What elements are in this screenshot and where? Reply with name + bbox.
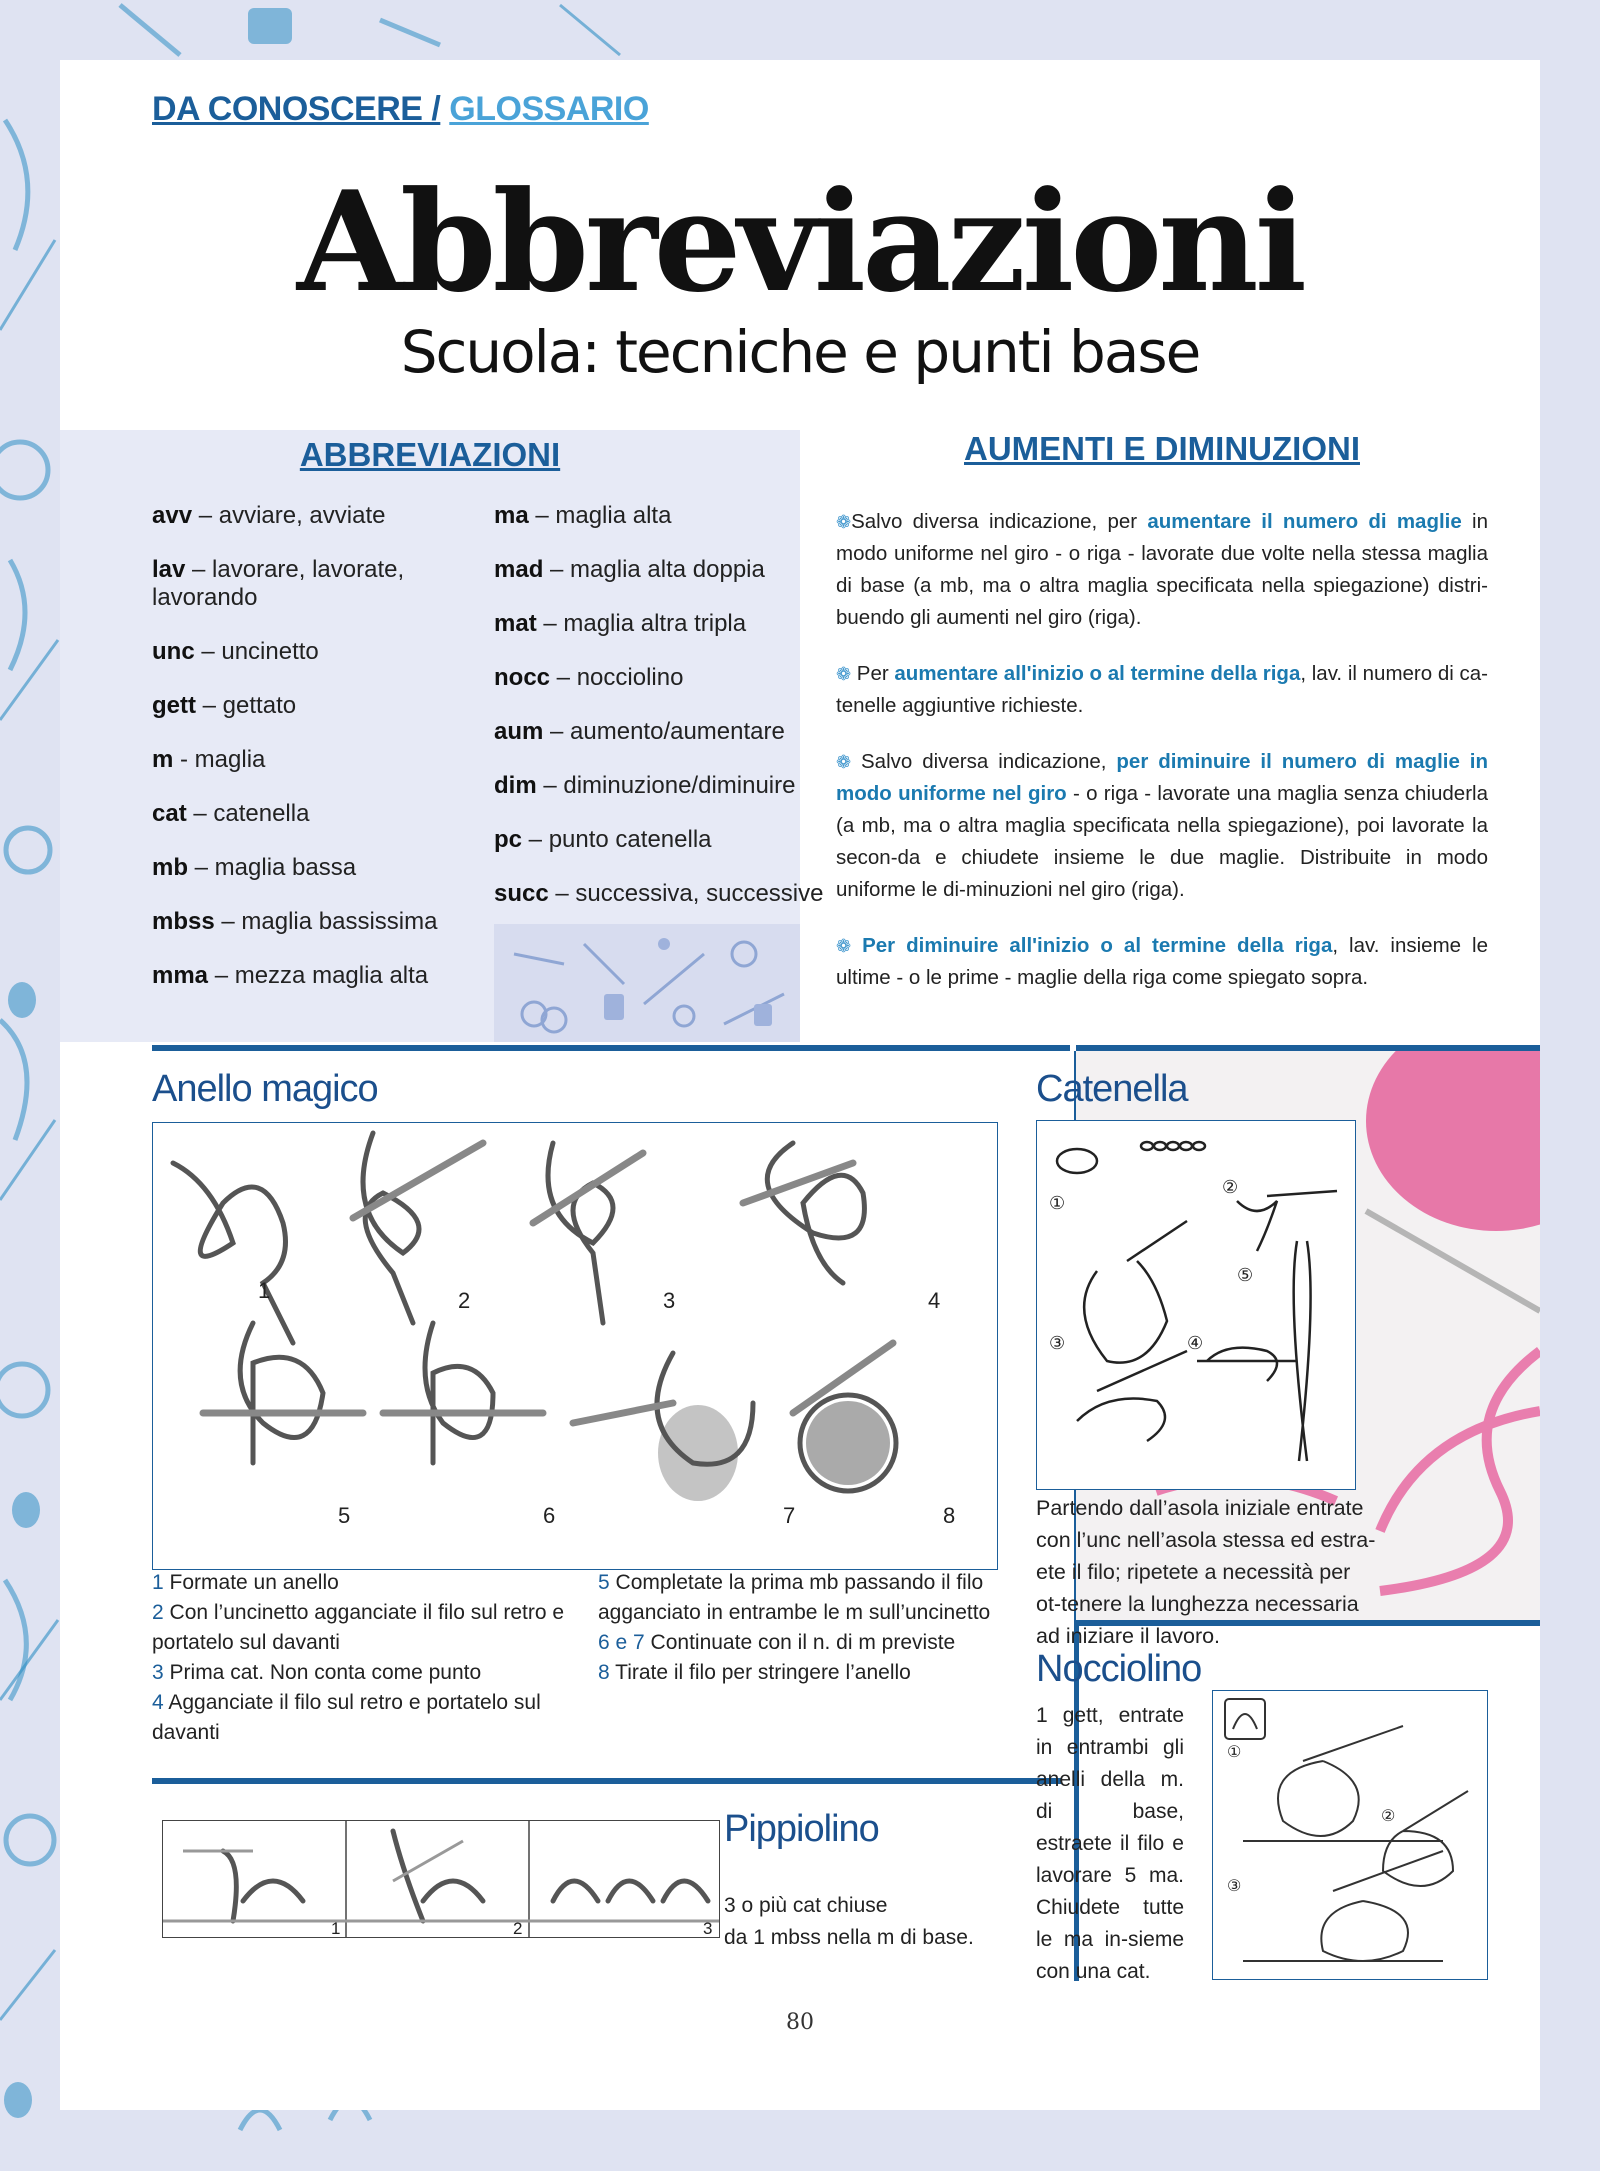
- magic-ring-step-number: 8: [943, 1503, 956, 1528]
- increases-text: [836, 506, 1488, 1018]
- increases-heading: AUMENTI E DIMINUZIONI: [964, 430, 1360, 467]
- abbr-ma: ma – maglia alta: [494, 502, 672, 529]
- divider-picot: [152, 1778, 1062, 1784]
- chain-step-2: ②: [1222, 1177, 1239, 1197]
- magic-ring-step-number: 5: [338, 1503, 351, 1528]
- magic-ring-step-number: 4: [928, 1288, 941, 1313]
- bobble-description: 1 gett, entrate in entrambi gli anelli della m. di base, estraete il filo e lavorare 5 ma. Chiudete tutte le ma in-sieme con una cat.: [1036, 1704, 1184, 1983]
- abbr-aum: aum – aumento/aumentare: [494, 718, 785, 745]
- chain-illustration: [1036, 1120, 1356, 1490]
- abbr-m: m - maglia: [152, 746, 266, 773]
- picot-description: [724, 1890, 1044, 1954]
- magic-ring-diagram: [153, 1123, 996, 1568]
- bobble-step-3: ③: [1227, 1878, 1242, 1895]
- breadcrumb-subsection[interactable]: GLOSSARIO: [449, 90, 649, 128]
- flower-bullet-icon: ❁: [836, 664, 852, 684]
- abbr-mb: mb – maglia bassa: [152, 854, 357, 881]
- abbr-nocc: nocc – nocciolino: [494, 664, 684, 691]
- chain-description: Partendo dall’asola iniziale entrate con l’unc nell’asola stessa ed estra-ete il filo; ripetete a necessità per ot-tenere la lunghezza necessaria ad iniziare il lavoro.: [1036, 1496, 1376, 1648]
- picot-panel-number: 3: [703, 1919, 713, 1937]
- abbreviations-box: [60, 430, 824, 1042]
- bobble-step-2: ②: [1381, 1808, 1396, 1825]
- page-number: 80: [786, 2010, 814, 2035]
- step-4: 4 Agganciate il filo sul retro e portatelo sul davanti: [152, 1691, 541, 1744]
- magic-ring-steps-right: [598, 1568, 1018, 1688]
- abbr-mat: mat – maglia altra tripla: [494, 610, 747, 637]
- magic-ring-illustration: [152, 1122, 998, 1570]
- chain-diagram: [1037, 1121, 1354, 1488]
- breadcrumb: [152, 90, 649, 129]
- magic-ring-step-number: 3: [663, 1288, 676, 1313]
- abbr-cat: cat – catenella: [152, 800, 310, 827]
- abbr-gett: gett – gettato: [152, 692, 297, 719]
- flower-bullet-icon: ❁: [836, 752, 852, 772]
- abbr-dim: dim – diminuzione/diminuire: [494, 772, 796, 799]
- chain-step-1: ①: [1049, 1193, 1066, 1213]
- step-5: 5 Completate la prima mb passando il filo agganciato in entrambe le m sull’uncinetto: [598, 1571, 991, 1624]
- magic-ring-step-number: 2: [458, 1288, 471, 1313]
- picot-heading: Pippiolino: [724, 1808, 879, 1850]
- step-3: 3 Prima cat. Non conta come punto: [152, 1661, 482, 1684]
- divider-magic-ring: [152, 1045, 1070, 1051]
- bobble-step-1: ①: [1227, 1744, 1242, 1761]
- magic-ring-heading: Anello magico: [152, 1068, 378, 1110]
- flower-bullet-icon: ❁: [836, 936, 852, 956]
- step-2: 2 Con l’uncinetto agganciate il filo sul retro e portatelo sul davanti: [152, 1601, 565, 1654]
- chain-heading: Catenella: [1036, 1068, 1188, 1110]
- picot-illustration: [162, 1820, 720, 1938]
- chain-step-4: ④: [1187, 1333, 1204, 1353]
- increases-paragraph-1: ❁Salvo diversa indicazione, per aumentare il numero di maglie in modo uniforme nel giro - o riga - lavorate due volte nella stessa maglia di base (a mb, ma o altra maglia specificata nella spiegazione) distri-buendo gli aumenti nel giro (riga).: [836, 510, 1488, 629]
- picot-diagram: [163, 1821, 719, 1937]
- abbr-mbss: mbss – maglia bassissima: [152, 908, 438, 935]
- picot-line-2: da 1 mbss nella m di base.: [724, 1926, 974, 1949]
- sewing-pattern-decoration: [494, 924, 800, 1042]
- picot-line-1: 3 o più cat chiuse: [724, 1894, 888, 1917]
- magazine-page: [60, 60, 1540, 2110]
- page-title: Abbreviazioni: [296, 160, 1304, 323]
- chain-step-5: ⑤: [1237, 1265, 1254, 1285]
- abbr-mma: mma – mezza maglia alta: [152, 962, 429, 989]
- abbreviations-heading: ABBREVIAZIONI: [299, 436, 561, 473]
- increases-paragraph-4: ❁ Per diminuire all'inizio o al termine della riga, lav. insieme le ultime - o le prime - maglie della riga come spiegato sopra.: [836, 934, 1488, 989]
- chain-step-3: ③: [1049, 1333, 1066, 1353]
- increases-paragraph-2: ❁ Per aumentare all'inizio o al termine della riga, lav. il numero di ca-tenelle aggiuntive richieste.: [836, 662, 1488, 717]
- magic-ring-step-number: 7: [783, 1503, 796, 1528]
- abbr-unc: unc – uncinetto: [152, 638, 319, 665]
- abbr-succ: succ – successiva, successive: [494, 880, 824, 907]
- picot-panel-number: 2: [513, 1919, 523, 1937]
- increases-paragraph-3: ❁ Salvo diversa indicazione, per diminuire il numero di maglie in modo uniforme nel giro - o riga - lavorate una maglia senza chiuderla (a mb, ma o altra maglia specificata nella spiegazione), poi lavorate la secon-da e chiudete insieme le due maglie. Distribuite in modo uniforme le di-minuzioni nel giro (riga).: [836, 750, 1488, 901]
- abbr-lav: lav – lavorare, lavorate, lavorando: [152, 556, 405, 611]
- bobble-illustration: [1212, 1690, 1488, 1980]
- step-8: 8 Tirate il filo per stringere l’anello: [598, 1661, 911, 1684]
- page-subtitle: Scuola: tecniche e punti base: [400, 318, 1200, 386]
- breadcrumb-section[interactable]: DA CONOSCERE /: [152, 90, 441, 128]
- flower-bullet-icon: ❁: [836, 512, 852, 532]
- magic-ring-step-number: 6: [543, 1503, 556, 1528]
- abbr-pc: pc – punto catenella: [494, 826, 712, 853]
- abbr-avv: avv – avviare, avviate: [152, 502, 386, 529]
- bobble-diagram: [1213, 1691, 1486, 1978]
- bobble-heading: Nocciolino: [1036, 1648, 1202, 1690]
- picot-panel-number: 1: [331, 1919, 341, 1937]
- abbr-mad: mad – maglia alta doppia: [494, 556, 765, 583]
- magic-ring-step-number: 1: [258, 1278, 271, 1303]
- magic-ring-steps-left: [152, 1568, 592, 1748]
- step-1: 1 Formate un anello: [152, 1571, 339, 1594]
- step-6-7: 6 e 7 Continuate con il n. di m previste: [598, 1631, 956, 1654]
